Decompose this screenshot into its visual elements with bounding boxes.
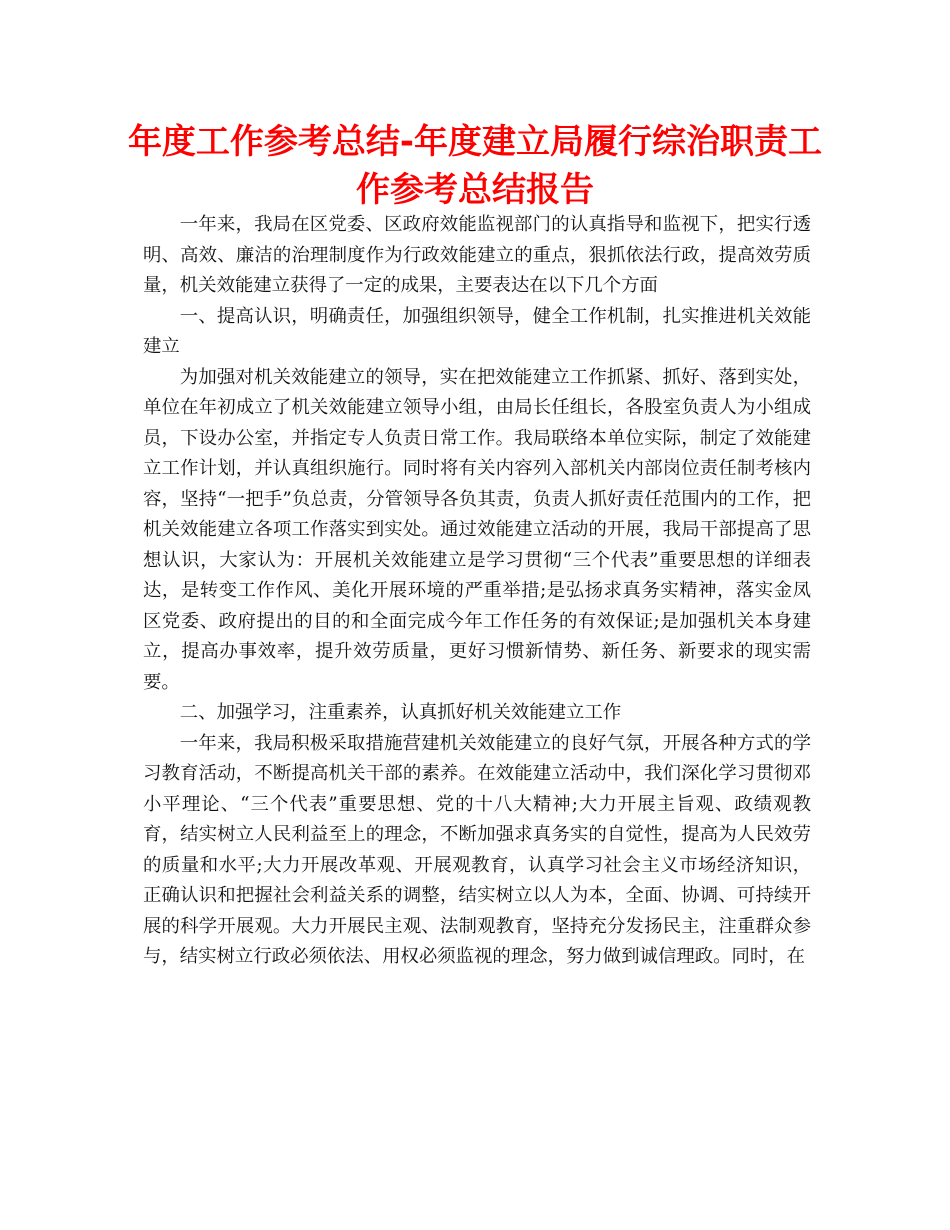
section-heading-2: 二、加强学习，注重素养，认真抓好机关效能建立工作 [179,702,622,723]
paragraph-intro: 一年来，我局在区党委、区政府效能监视部门的认真指导和监视下，把实行透明、高效、廉洁的治理制度作为行政效能建立的重点，狠抓依法行政，提高效劳质量，机关效能建立获得了一定的成果，主要表达在以下几个方面 [143,214,811,296]
paragraph-section-2: 一年来，我局积极采取措施营建机关效能建立的良好气氛，开展各种方式的学习教育活动，不断提高机关干部的素养。在效能建立活动中，我们深化学习贯彻邓小平理论、“三个代表”重要思想、党的十八大精神;大力开展主旨观、政绩观教育，结实树立人民利益至上的理念，不断加强求真务实的自觉性，提高为人民效劳的质量和水平;大力开展改革观、开展观教育，认真学习社会主义市场经济知识，正确认识和把握社会利益关系的调整，结实树立以人为本，全面、协调、可持续开展的科学开展观。大力开展民主观、法制观教育，坚持充分发扬民主，注重群众参与，结实树立行政必须依法、用权必须监视的理念，努力做到诚信理政。同时，在 [143,732,811,967]
document-title: 年度工作参考总结-年度建立局履行综治职责工作参考总结报告 [127,122,823,210]
document-body [143,210,811,973]
paragraph-section-1: 为加强对机关效能建立的领导，实在把效能建立工作抓紧、抓好、落到实处，单位在年初成立了机关效能建立领导小组，由局长任组长，各股室负责人为小组成员，下设办公室，并指定专人负责日常工作。我局联络本单位实际，制定了效能建立工作计划，并认真组织施行。同时将有关内容列入部机关内部岗位责任制考核内容，坚持“一把手”负总责，分管领导各负其责，负责人抓好责任范围内的工作，把机关效能建立各项工作落实到实处。通过效能建立活动的开展，我局干部提高了思想认识，大家认为：开展机关效能建立是学习贯彻“三个代表”重要思想的详细表达，是转变工作作风、美化开展环境的严重举措;是弘扬求真务实精神，落实金凤区党委、政府提出的目的和全面完成今年工作任务的有效保证;是加强机关本身建立，提高办事效率，提升效劳质量，更好习惯新情势、新任务、新要求的现实需要。 [143,366,811,693]
section-heading-1: 一、提高认识，明确责任，加强组织领导，健全工作机制，扎实推进机关效能建立 [143,305,811,357]
